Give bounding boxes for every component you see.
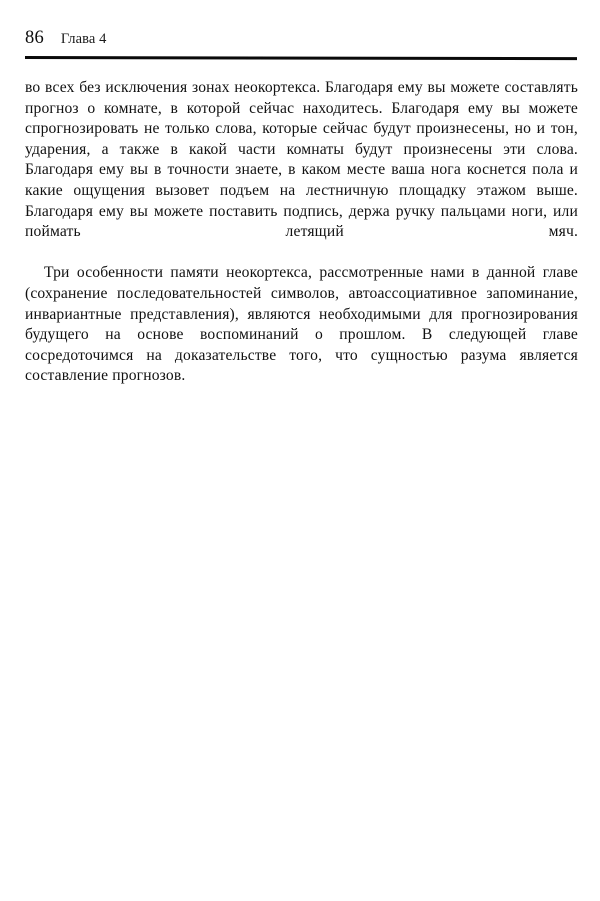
page-number: 86 [25, 28, 44, 48]
paragraph: Три особенности памяти неокортекса, рассмотренные нами в данной главе (сохранение последовательностей символов, автоассоциативное запоминание, инвариантные представления), являются необходимыми для прогнозирования будущего на основе воспоминаний о прошлом. В следующей главе сосредоточимся на доказательстве того, что сущностью разума является составление прогнозов. [25, 264, 578, 385]
paragraph: во всех без исключения зонах неокортекса. Благодаря ему вы можете составлять прогноз о комнате, в которой сейчас находитесь. Благодаря ему вы можете спрогнозировать не только слова, которые сейчас будут произнесены, но и тон, ударения, а также в какой части комнаты будут произнесены эти слова. Благодаря ему вы в точности знаете, в каком месте ваша нога коснется пола и какие ощущения вызовет подъем на лестничную площадку этажом выше. Благодаря ему вы можете поставить подпись, держа ручку пальцами ноги, или поймать летящий мяч. [25, 79, 578, 241]
header-rule [25, 56, 577, 60]
running-head [25, 27, 577, 51]
body-text [25, 78, 578, 387]
chapter-label: Глава 4 [60, 31, 107, 47]
